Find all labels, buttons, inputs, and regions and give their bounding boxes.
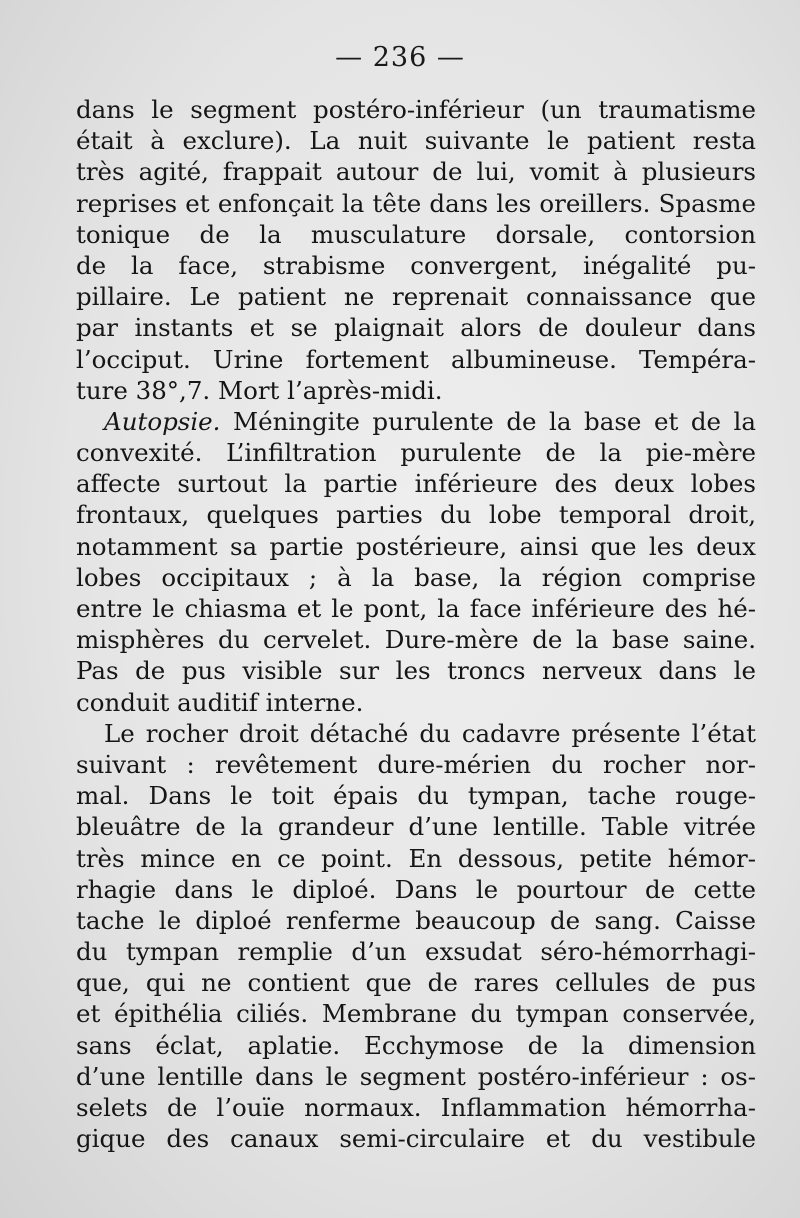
text-line: misphères du cervelet. Dure-mère de la base saine. [76,625,756,655]
text-line: affecte surtout la partie inférieure des deux lobes [76,469,756,499]
text-line: frontaux, quelques parties du lobe temporal droit, [76,500,756,530]
text-line: de la face, strabisme convergent, inégalité pu- [76,250,756,280]
text-line: l’occiput. Urine fortement albumineuse. Tempéra- [76,344,756,374]
text-line: d’une lentille dans le segment postéro-inférieur : os- [76,1061,756,1091]
text-line: très agité, frappait autour de lui, vomit à plusieurs [76,157,756,187]
text-line: et épithélia ciliés. Membrane du tympan conservée, [76,999,756,1029]
text-line: dans le segment postéro-inférieur (un traumatisme [76,95,756,124]
autopsy-label: Autopsie. [104,406,221,436]
text-line: gique des canaux semi-circulaire et du vestibule [76,1124,756,1154]
text-line: Le rocher droit détaché du cadavre présente l’état [104,718,756,748]
text-line: notamment sa partie postérieure, ainsi que les deux [76,531,756,561]
text-line: bleuâtre de la grandeur d’une lentille. Table vitrée [76,812,756,842]
body-text [76,94,756,1154]
text-line: ture 38°,7. Mort l’après-midi. [76,375,443,405]
autopsy-paragraph-first-line [76,406,756,437]
text-line: très mince en ce point. En dessous, petite hémor- [76,843,756,873]
text-line: suivant : revêtement dure-mérien du rocher nor- [76,749,756,779]
text-line: que, qui ne contient que de rares cellules de pus [76,968,756,998]
text-line: du tympan remplie d’un exsudat séro-hémorrhagi- [76,937,756,967]
text-line: par instants et se plaignait alors de douleur dans [76,313,756,343]
page-number: — 236 — [335,42,465,73]
text-line: convexité. L’infiltration purulente de la pie-mère [76,438,756,468]
text-line-rest: Méningite purulente de la base et de la [233,406,756,436]
text-line: selets de l’ouïe normaux. Inflammation hémorrha- [76,1093,756,1122]
text-line: Pas de pus visible sur les troncs nerveux dans le [76,656,756,686]
text-line: conduit auditif interne. [76,687,364,717]
text-line: lobes occipitaux ; à la base, la région comprise [76,562,756,592]
text-line: reprises et enfonçait la tête dans les oreillers. Spasme [76,188,756,218]
text-line: mal. Dans le toit épais du tympan, tache rouge- [76,781,756,811]
text-line: tache le diploé renferme beaucoup de sang. Caisse [76,905,756,935]
text-line: pillaire. Le patient ne reprenait connaissance que [76,282,756,312]
text-line: rhagie dans le diploé. Dans le pourtour de cette [76,874,756,904]
text-line: tonique de la musculature dorsale, contorsion [76,219,756,249]
text-line: était à exclure). La nuit suivante le patient resta [76,126,756,156]
text-line: entre le chiasma et le pont, la face inférieure des hé- [76,594,756,623]
text-line: sans éclat, aplatie. Ecchymose de la dimension [76,1030,756,1060]
